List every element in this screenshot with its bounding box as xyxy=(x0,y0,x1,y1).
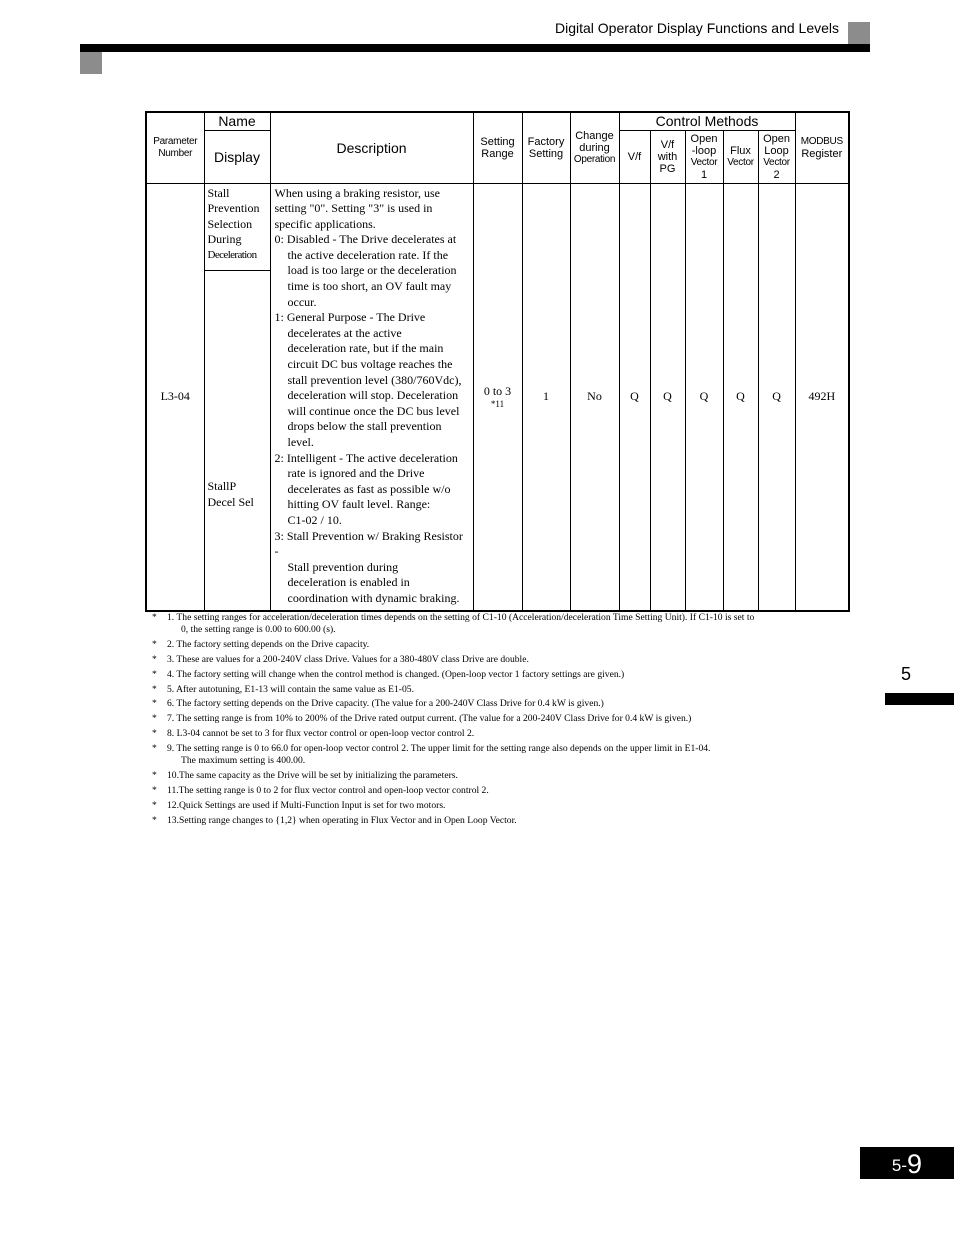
cell-display: StallP Decel Sel xyxy=(204,270,270,611)
parameter-table xyxy=(145,111,850,612)
footnote-star: * xyxy=(152,638,157,650)
chapter-tab-number: 5 xyxy=(901,664,912,684)
header-open-loop-vector-2: Open Loop Vector 2 xyxy=(758,130,795,183)
description-line: setting "0". Setting "3" is used in xyxy=(274,201,433,216)
cell-change-during-operation: No xyxy=(570,183,619,611)
footnote xyxy=(152,639,852,651)
description-line: deceleration will stop. Deceleration xyxy=(287,388,459,403)
page-number: 5- 9 xyxy=(860,1147,954,1179)
footnote xyxy=(152,713,852,725)
header-change-during-operation: Change during Operation xyxy=(570,112,619,183)
header-description: Description xyxy=(270,112,473,183)
footnote-text: 5. After autotuning, E1-13 will contain the same value as E1-05. xyxy=(167,683,414,695)
header-square-left xyxy=(80,52,102,74)
header-control-methods: Control Methods xyxy=(619,112,795,130)
cell-vf: Q xyxy=(619,183,650,611)
description-line: drops below the stall prevention xyxy=(287,419,442,434)
header-display: Display xyxy=(204,130,270,183)
cell-setting-range: 0 to 3 *11 xyxy=(473,183,522,611)
footnote-text: 8. L3-04 cannot be set to 3 for flux vector control or open-loop vector control 2. xyxy=(167,728,475,740)
footnote-star: * xyxy=(152,743,157,755)
header-factory-setting: Factory Setting xyxy=(522,112,570,183)
footnote-star: * xyxy=(152,728,157,740)
cell-flux-vector: Q xyxy=(723,183,758,611)
cell-open-loop-vector-1: Q xyxy=(685,183,723,611)
description-line: specific applications. xyxy=(274,216,376,231)
footnote-text: 3. These are values for a 200-240V class Drive. Values for a 380-480V class Drive are double. xyxy=(167,653,529,665)
cell-modbus-register: 492H xyxy=(795,183,849,611)
description-line: When using a braking resistor, use xyxy=(274,185,440,200)
header-rule xyxy=(80,44,870,52)
cell-vf-with-pg: Q xyxy=(650,183,685,611)
footnote xyxy=(152,800,852,812)
footnote-text: 7. The setting range is from 10% to 200% of the Drive rated output current. (The value for a 200-240V Class Drive for 0.4 kW is given.) xyxy=(167,713,692,725)
cell-description xyxy=(270,183,473,611)
description-line: stall prevention level (380/760Vdc), xyxy=(287,372,462,387)
footnote-star: * xyxy=(152,698,157,710)
footnote-text: 12.Quick Settings are used if Multi-Function Input is set for two motors. xyxy=(167,799,446,811)
description-line: time is too short, an OV fault may xyxy=(287,279,452,294)
description-line: decelerates at the active xyxy=(287,325,402,340)
footnotes xyxy=(152,612,852,830)
footnote-star: * xyxy=(152,814,157,826)
header-vf-with-pg: V/f with PG xyxy=(650,130,685,183)
header-modbus-register: MODBUS Register xyxy=(795,112,849,183)
footnote-text: 2. The factory setting depends on the Drive capacity. xyxy=(167,638,370,650)
description-line: decelerates as fast as possible w/o xyxy=(287,481,451,496)
description-line: load is too large or the deceleration xyxy=(287,263,457,278)
footnote xyxy=(152,815,852,827)
footnote-text: 13.Setting range changes to {1,2} when operating in Flux Vector and in Open Loop Vector. xyxy=(167,814,517,826)
cell-name: Stall Prevention Selection During Deceleration xyxy=(204,183,270,270)
description-line: C1-02 / 10. xyxy=(287,512,342,527)
footnote xyxy=(152,698,852,710)
description-line: Stall prevention during xyxy=(287,559,399,574)
cell-parameter-number: L3-04 xyxy=(146,183,204,611)
footnote-text: 6. The factory setting depends on the Drive capacity. (The value for a 200-240V Class Drive for 0.4 kW is given.) xyxy=(167,698,604,710)
header-vf: V/f xyxy=(619,130,650,183)
footnote xyxy=(152,669,852,681)
footnote xyxy=(152,770,852,782)
description-line: deceleration rate, but if the main xyxy=(287,341,444,356)
header-title: Digital Operator Display Functions and Levels xyxy=(554,20,839,36)
description-line: occur. xyxy=(287,294,317,309)
description-line: 1: General Purpose - The Drive xyxy=(274,310,426,325)
footnote xyxy=(152,785,852,797)
description-line: hitting OV fault level. Range: xyxy=(287,497,431,512)
footnote-text: 1. The setting ranges for acceleration/deceleration times depends on the setting of C1-10 (Acceleration/deceleration Time Setting Unit). If C1-10 is set to 0, the setting range is 0.00 to 600.00 (s). xyxy=(167,612,755,635)
footnote-star: * xyxy=(152,784,157,796)
footnote-text: 10.The same capacity as the Drive will be set by initializing the parameters. xyxy=(167,770,458,782)
description-line: 3: Stall Prevention w/ Braking Resistor - xyxy=(274,528,463,559)
footnote xyxy=(152,728,852,740)
description-line: rate is ignored and the Drive xyxy=(287,466,425,481)
footnote-star: * xyxy=(152,799,157,811)
header-setting-range: Setting Range xyxy=(473,112,522,183)
description-line: the active deceleration rate. If the xyxy=(287,247,449,262)
description-line: will continue once the DC bus level xyxy=(287,403,460,418)
description-line: deceleration is enabled in xyxy=(287,575,410,590)
footnote-text: 4. The factory setting will change when the control method is changed. (Open-loop vector 1 factory settings are given.) xyxy=(167,668,625,680)
cell-open-loop-vector-2: Q xyxy=(758,183,795,611)
footnote-star: * xyxy=(152,668,157,680)
footnote xyxy=(152,684,852,696)
footnote-text: 9. The setting range is 0 to 66.0 for open-loop vector control 2. The upper limit for the setting range also depends on the upper limit in E1-04. The maximum setting is 400.00. xyxy=(167,743,711,767)
description-line: 0: Disabled - The Drive decelerates at xyxy=(274,232,457,247)
description-line: 2: Intelligent - The active deceleration xyxy=(274,450,458,465)
header-square-right xyxy=(848,22,870,44)
footnote-star: * xyxy=(152,713,157,725)
chapter-tab-bar xyxy=(885,693,954,705)
description-line: circuit DC bus voltage reaches the xyxy=(287,357,453,372)
header-open-loop-vector-1: Open -loop Vector 1 xyxy=(685,130,723,183)
footnote-star: * xyxy=(152,653,157,665)
header-flux-vector: Flux Vector xyxy=(723,130,758,183)
description-line: coordination with dynamic braking. xyxy=(287,590,460,605)
header-parameter-number: Parameter Number xyxy=(146,112,204,183)
footnote xyxy=(152,743,852,767)
footnote-star: * xyxy=(152,683,157,695)
footnote-star: * xyxy=(152,612,157,623)
footnote-text: 11.The setting range is 0 to 2 for flux vector control and open-loop vector control 2. xyxy=(167,784,489,796)
footnote xyxy=(152,654,852,666)
cell-factory-setting: 1 xyxy=(522,183,570,611)
footnote-star: * xyxy=(152,770,157,782)
description-line: level. xyxy=(287,435,314,449)
footnote-ref: *11 xyxy=(490,398,505,409)
footnote xyxy=(152,612,852,636)
header-name: Name xyxy=(204,112,270,130)
